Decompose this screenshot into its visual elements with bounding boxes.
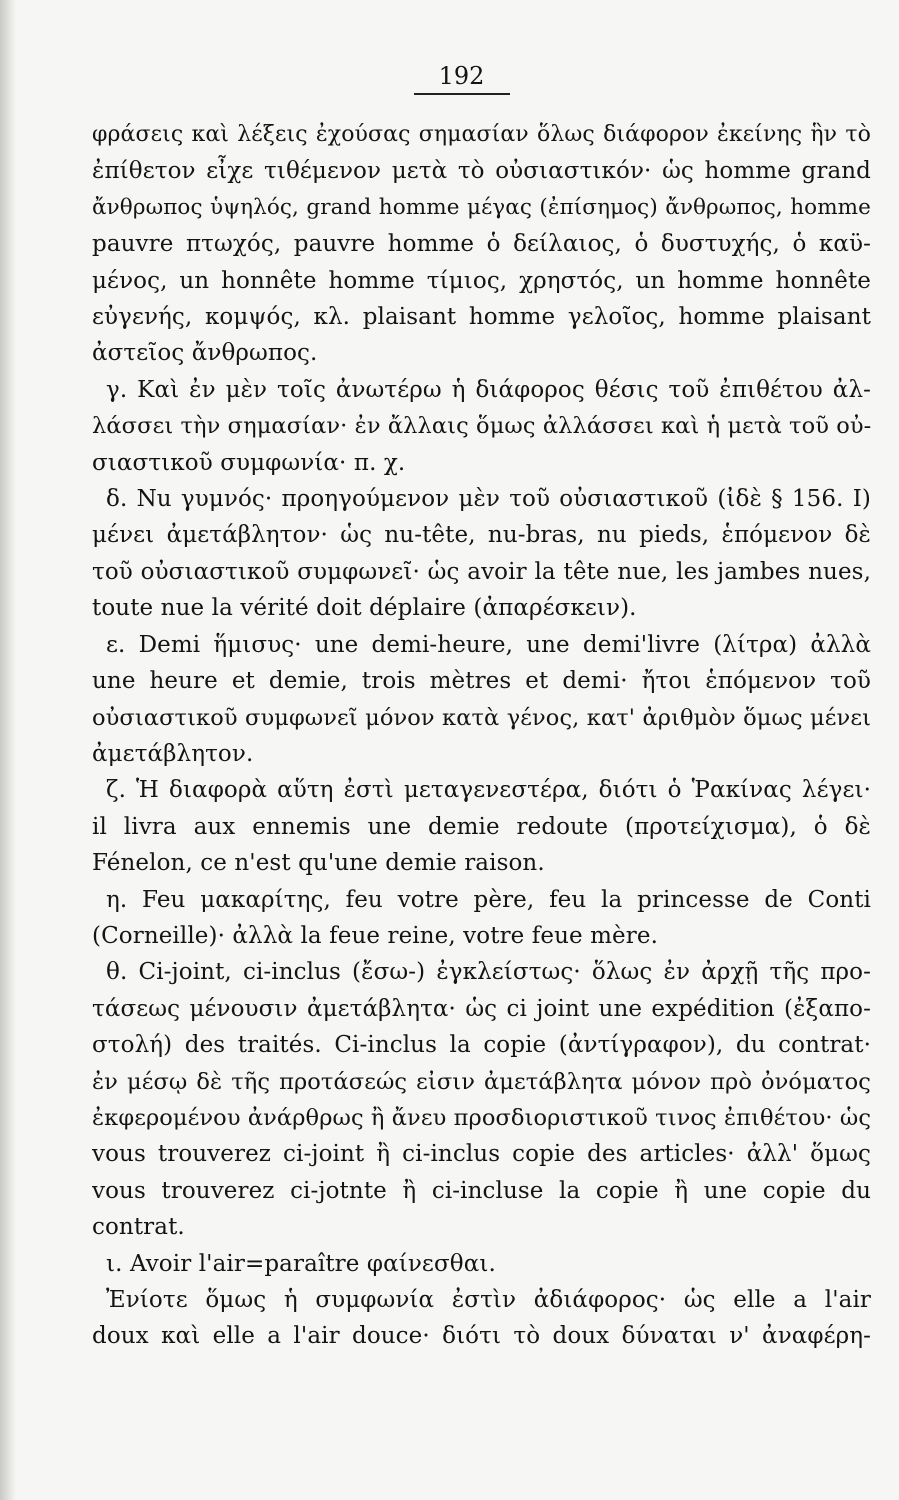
text-line: λάσσει τὴν σημασίαν· ἐν ἄλλαις ὅμως ἀλλάσσει καὶ ἡ μετὰ τοῦ οὐ- — [92, 413, 871, 440]
text-line: vous trouverez ci-joint ἢ ci-inclus copie des articles· ἀλλ' ὅμως — [92, 1141, 871, 1168]
text-line: τοῦ οὐσιαστικοῦ συμφωνεῖ· ὡς avoir la tête nue, les jambes nues, — [92, 558, 871, 585]
text-line: ἐπίθετον εἶχε τιθέμενον μετὰ τὸ οὐσιαστικόν· ὡς homme grand — [92, 158, 871, 185]
page-number-rule — [414, 93, 510, 95]
text-line: ἐκφερομένου ἀνάρθρως ἢ ἄνευ προσδιοριστικοῦ τινος ἐπιθέτου· ὡς — [92, 1104, 871, 1131]
text-line: στολή) des traités. Ci-inclus la copie (ἀντίγραφον), du contrat· — [92, 1032, 871, 1059]
text-line: φράσεις καὶ λέξεις ἐχούσας σημασίαν ὅλως διάφορον ἐκείνης ἣν τὸ — [92, 122, 871, 147]
text-line: ε. Demi ἥμισυς· une demi-heure, une demi'livre (λίτρα) ἀλλὰ — [106, 631, 871, 658]
text-line: ζ. Ἡ διαφορὰ αὕτη ἐστὶ μεταγενεστέρα, διότι ὁ Ῥακίνας λέγει· — [106, 777, 871, 804]
text-line: δ. Nu γυμνός· προηγούμενον μὲν τοῦ οὐσιαστικοῦ (ἰδὲ § 156. I) — [106, 486, 871, 513]
text-line: doux καὶ elle a l'air douce· διότι τὸ doux δύναται ν' ἀναφέρη- — [92, 1323, 871, 1350]
text-line: γ. Καὶ ἐν μὲν τοῖς ἀνωτέρω ἡ διάφορος θέσις τοῦ ἐπιθέτου ἀλ- — [106, 376, 871, 403]
text-line: τάσεως μένουσιν ἀμετάβλητα· ὡς ci joint une expédition (ἐξαπο- — [92, 995, 871, 1022]
text-line: Ἐνίοτε ὅμως ἡ συμφωνία ἐστὶν ἀδιάφορος· ὡς elle a l'air — [106, 1287, 871, 1313]
page-number: 192 — [438, 62, 485, 90]
text-line: ἐν μέσῳ δὲ τῆς προτάσεώς εἰσιν ἀμετάβλητα μόνον πρὸ ὀνόματος — [92, 1068, 871, 1095]
text-line: θ. Ci-joint, ci-inclus (ἔσω-) ἐγκλείστως· ὅλως ἐν ἀρχῇ τῆς προ- — [106, 959, 871, 986]
text-line: pauvre πτωχός, pauvre homme ὁ δείλαιος, ὁ δυστυχής, ὁ καϋ- — [92, 231, 871, 258]
text-line: η. Feu μακαρίτης, feu votre père, feu la princesse de Conti — [106, 886, 871, 913]
text-line: vous trouverez ci-jotnte ἢ ci-incluse la copie ἢ une copie du — [92, 1177, 871, 1204]
text-line: (Corneille)· ἀλλὰ la feue reine, votre feue mère. — [92, 922, 658, 949]
text-line: une heure et demie, trois mètres et demi· ἤτοι ἑπόμενον τοῦ — [92, 668, 871, 695]
text-line: contrat. — [92, 1214, 185, 1241]
text-line: il livra aux ennemis une demie redoute (προτείχισμα), ὁ δὲ — [92, 813, 871, 840]
text-line: toute nue la vérité doit déplaire (ἀπαρέσκειν). — [92, 595, 637, 622]
text-line: Fénelon, ce n'est qu'une demie raison. — [92, 850, 545, 877]
text-line: οὐσιαστικοῦ συμφωνεῖ μόνον κατὰ γένος, κατ' ἀριθμὸν ὅμως μένει — [92, 704, 871, 731]
text-line: μένος, un honnête homme τίμιος, χρηστός, un homme honnête — [92, 267, 871, 294]
text-line: ι. Avoir l'air=paraître φαίνεσθαι. — [106, 1250, 496, 1277]
page-edge-shadow — [0, 0, 16, 1500]
text-line: ἀμετάβλητον. — [92, 740, 254, 767]
text-line: ἀστεῖος ἄνθρωπος. — [92, 340, 318, 367]
text-line: σιαστικοῦ συμφωνία· π. χ. — [92, 449, 406, 476]
body-text — [92, 117, 871, 1355]
text-line: ἄνθρωπος ὑψηλός, grand homme μέγας (ἐπίσημος) ἄνθρωπος, homme — [92, 194, 871, 220]
text-line: μένει ἀμετάβλητον· ὡς nu-tête, nu-bras, nu pieds, ἑπόμενον δὲ — [92, 522, 871, 549]
text-line: εὐγενής, κομψός, κλ. plaisant homme γελοῖος, homme plaisant — [92, 304, 871, 331]
